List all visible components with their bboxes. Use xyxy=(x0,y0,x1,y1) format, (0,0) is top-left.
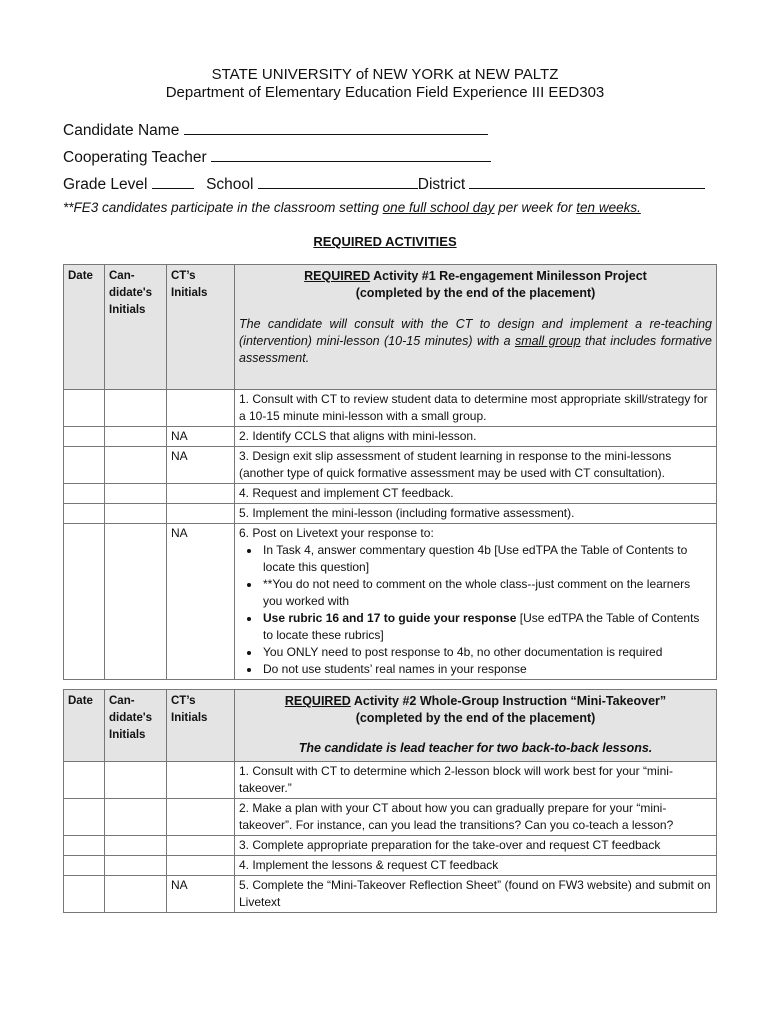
ct-initials-header: CT’s Initials xyxy=(167,690,235,762)
task-6-intro: 6. Post on Livetext your response to: xyxy=(239,526,434,540)
district-label: District xyxy=(417,176,466,193)
table-row xyxy=(64,836,717,856)
note-ten-weeks: ten weeks. xyxy=(576,200,641,215)
candidate-initials-cell[interactable] xyxy=(105,504,167,524)
activity-1-required-label: REQUIRED xyxy=(304,269,371,283)
ct-initials-cell[interactable] xyxy=(167,762,235,799)
task-text: 2. Make a plan with your CT about how you can gradually prepare for your “mini-takeover”. For instance, can you lead the transitions? Can you co-teach a lesson? xyxy=(235,799,717,836)
date-cell[interactable] xyxy=(64,484,105,504)
list-item: • Do not use students’ real names in your response xyxy=(261,661,712,678)
task-text: 5. Complete the “Mini-Takeover Reflection Sheet” (found on FW3 website) and submit on Livetext xyxy=(235,876,717,913)
cooperating-teacher-label: Cooperating Teacher xyxy=(63,149,207,166)
department-title: Department of Elementary Education Field Experience III EED303 xyxy=(165,84,605,101)
table-row xyxy=(64,856,717,876)
activity-1-header-row xyxy=(64,265,717,390)
candidate-initials-cell[interactable] xyxy=(105,524,167,680)
date-cell[interactable] xyxy=(64,524,105,680)
ct-initials-cell[interactable] xyxy=(167,390,235,427)
date-cell[interactable] xyxy=(64,856,105,876)
candidate-name-row xyxy=(63,120,488,140)
task-text xyxy=(235,524,717,680)
candidate-initials-cell[interactable] xyxy=(105,799,167,836)
table-row xyxy=(64,876,717,913)
grade-level-label: Grade Level xyxy=(63,176,148,193)
table-row xyxy=(64,484,717,504)
school-line[interactable] xyxy=(258,174,418,189)
university-title: STATE UNIVERSITY of NEW YORK at NEW PALTZ xyxy=(211,66,559,83)
table-row xyxy=(64,524,717,680)
activity-2-title-cell xyxy=(235,690,717,762)
task-text: 3. Complete appropriate preparation for the take-over and request CT feedback xyxy=(235,836,717,856)
date-column-header: Date xyxy=(64,690,105,762)
candidate-initials-cell[interactable] xyxy=(105,836,167,856)
date-cell[interactable] xyxy=(64,836,105,856)
date-cell[interactable] xyxy=(64,447,105,484)
date-cell[interactable] xyxy=(64,876,105,913)
date-column-header: Date xyxy=(64,265,105,390)
date-cell[interactable] xyxy=(64,390,105,427)
grade-level-line[interactable] xyxy=(152,174,194,189)
date-cell[interactable] xyxy=(64,799,105,836)
task-text: 3. Design exit slip assessment of student learning in response to the mini-lessons (another type of quick formative assessment may be used with CT consultation). xyxy=(235,447,717,484)
task-6-bullets xyxy=(239,542,712,678)
task-text: 2. Identify CCLS that aligns with mini-lesson. xyxy=(235,427,717,447)
activity-1-description: The candidate will consult with the CT to design and implement a re-teaching (intervention) mini-lesson (10-15 minutes) with a small group that includes formative assessment. xyxy=(239,317,712,365)
note-full-day: one full school day xyxy=(382,200,495,215)
district-line[interactable] xyxy=(469,174,705,189)
list-item: • **You do not need to comment on the whole class--just comment on the learners you worked with xyxy=(261,576,712,610)
ct-initials-cell[interactable]: NA xyxy=(167,447,235,484)
schedule-note xyxy=(63,200,641,215)
grade-school-district-row xyxy=(63,174,705,194)
ct-initials-cell[interactable] xyxy=(167,856,235,876)
ct-initials-cell[interactable] xyxy=(167,799,235,836)
candidate-initials-cell[interactable] xyxy=(105,762,167,799)
table-row xyxy=(64,504,717,524)
activity-2-lead-note: The candidate is lead teacher for two back-to-back lessons. xyxy=(298,741,653,755)
task-text: 4. Implement the lessons & request CT feedback xyxy=(235,856,717,876)
table-row xyxy=(64,762,717,799)
task-text: 4. Request and implement CT feedback. xyxy=(235,484,717,504)
date-cell[interactable] xyxy=(64,762,105,799)
activity-1-subtitle: (completed by the end of the placement) xyxy=(355,286,596,300)
candidate-initials-cell[interactable] xyxy=(105,876,167,913)
ct-initials-cell[interactable]: NA xyxy=(167,876,235,913)
ct-initials-header: CT’s Initials xyxy=(167,265,235,390)
required-activities-heading: REQUIRED ACTIVITIES xyxy=(313,234,457,249)
school-label: School xyxy=(206,176,254,193)
candidate-initials-cell[interactable] xyxy=(105,390,167,427)
ct-initials-cell[interactable]: NA xyxy=(167,524,235,680)
list-item: • Use rubric 16 and 17 to guide your response [Use edTPA the Table of Contents to locate these rubrics] xyxy=(261,610,712,644)
date-cell[interactable] xyxy=(64,427,105,447)
table-row xyxy=(64,427,717,447)
table-row xyxy=(64,390,717,427)
activity-1-table xyxy=(63,264,717,680)
activity-2-subtitle: (completed by the end of the placement) xyxy=(355,711,596,725)
candidate-initials-header: Can- didate's Initials xyxy=(105,265,167,390)
ct-initials-cell[interactable] xyxy=(167,836,235,856)
table-row xyxy=(64,447,717,484)
activity-1-title: Activity #1 Re-engagement Minilesson Project xyxy=(370,269,647,283)
candidate-initials-cell[interactable] xyxy=(105,427,167,447)
date-cell[interactable] xyxy=(64,504,105,524)
ct-initials-cell[interactable] xyxy=(167,484,235,504)
ct-initials-cell[interactable]: NA xyxy=(167,427,235,447)
note-text-mid: per week for xyxy=(494,200,577,215)
candidate-initials-cell[interactable] xyxy=(105,484,167,504)
candidate-initials-cell[interactable] xyxy=(105,447,167,484)
activity-1-title-cell xyxy=(235,265,717,390)
candidate-name-line[interactable] xyxy=(184,120,488,135)
cooperating-teacher-row xyxy=(63,147,491,167)
ct-initials-cell[interactable] xyxy=(167,504,235,524)
table-row xyxy=(64,799,717,836)
candidate-name-label: Candidate Name xyxy=(63,122,180,139)
candidate-initials-header: Can- didate's Initials xyxy=(105,690,167,762)
task-text: 5. Implement the mini-lesson (including formative assessment). xyxy=(235,504,717,524)
activity-2-required-label: REQUIRED xyxy=(284,694,351,708)
task-text: 1. Consult with CT to review student data to determine most appropriate skill/strategy for a 10-15 minute mini-lesson with a small group. xyxy=(235,390,717,427)
list-item: • You ONLY need to post response to 4b, no other documentation is required xyxy=(261,644,712,661)
activity-2-table xyxy=(63,689,717,913)
activity-2-header-row xyxy=(64,690,717,762)
task-text: 1. Consult with CT to determine which 2-lesson block will work best for your “mini-takeover.” xyxy=(235,762,717,799)
list-item: • In Task 4, answer commentary question 4b [Use edTPA the Table of Contents to locate this question] xyxy=(261,542,712,576)
candidate-initials-cell[interactable] xyxy=(105,856,167,876)
activity-2-title: Activity #2 Whole-Group Instruction “Mini-Takeover” xyxy=(350,694,667,708)
note-text: **FE3 candidates participate in the classroom setting xyxy=(63,200,383,215)
cooperating-teacher-line[interactable] xyxy=(211,147,491,162)
